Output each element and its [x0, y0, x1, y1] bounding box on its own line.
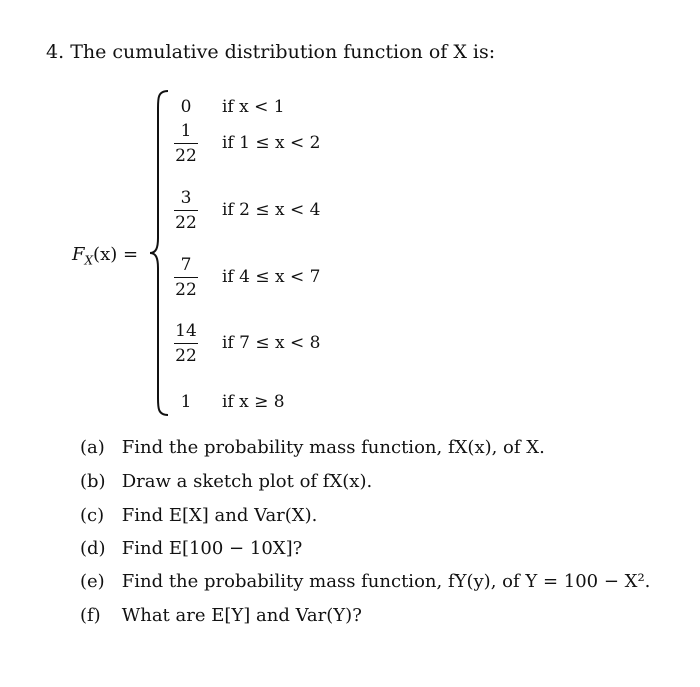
cdf-lhs-argument: (x) = [93, 244, 139, 265]
case-condition: if x < 1 [222, 97, 285, 117]
case-condition: if 7 ≤ x < 8 [222, 333, 321, 353]
fraction-bar [174, 143, 198, 144]
part-text: Find the probability mass function, fY(y), of Y = 100 − X². [121, 571, 651, 592]
problem-number: 4. [46, 41, 65, 63]
case-fraction [166, 121, 206, 166]
problem-intro: The cumulative distribution function of X is: [70, 41, 496, 63]
part-e [80, 571, 650, 592]
cdf-lhs-subscript: X [84, 253, 94, 268]
fraction-denominator: 22 [175, 280, 197, 300]
fraction-bar [174, 277, 198, 278]
fraction-bar [174, 343, 198, 344]
part-f [80, 605, 362, 626]
fraction-numerator: 1 [180, 121, 192, 141]
problem-heading [46, 41, 495, 63]
part-label: (c) [80, 505, 105, 526]
fraction-denominator: 22 [175, 213, 197, 233]
fraction-numerator: 3 [180, 188, 192, 208]
part-text: Find the probability mass function, fX(x), of X. [121, 437, 545, 458]
part-label: (e) [80, 571, 105, 592]
fraction-denominator: 22 [175, 146, 197, 166]
part-text: Find E[100 − 10X]? [121, 538, 303, 559]
part-text: What are E[Y] and Var(Y)? [121, 605, 362, 626]
part-label: (b) [80, 471, 106, 492]
case-condition: if 4 ≤ x < 7 [222, 267, 321, 287]
case-condition: if 1 ≤ x < 2 [222, 133, 321, 153]
case-condition: if 2 ≤ x < 4 [222, 200, 321, 220]
part-label: (d) [80, 538, 106, 559]
cdf-lhs-symbol: F [72, 244, 85, 265]
part-text: Draw a sketch plot of fX(x). [121, 471, 373, 492]
cdf-lhs [72, 244, 138, 268]
case-condition: if x ≥ 8 [222, 392, 285, 412]
part-c [80, 505, 317, 526]
part-a [80, 437, 545, 458]
fraction-denominator: 22 [175, 346, 197, 366]
case-fraction [166, 255, 206, 300]
fraction-bar [174, 210, 198, 211]
case-fraction [166, 188, 206, 233]
fraction-numerator: 14 [175, 321, 197, 341]
fraction-numerator: 7 [180, 255, 192, 275]
case-fraction [166, 321, 206, 366]
part-text: Find E[X] and Var(X). [121, 505, 318, 526]
part-b [80, 471, 372, 492]
case-value: 0 [180, 97, 192, 117]
case-value: 1 [180, 392, 192, 412]
part-d [80, 538, 302, 559]
part-label: (f) [80, 605, 101, 626]
part-label: (a) [80, 437, 105, 458]
